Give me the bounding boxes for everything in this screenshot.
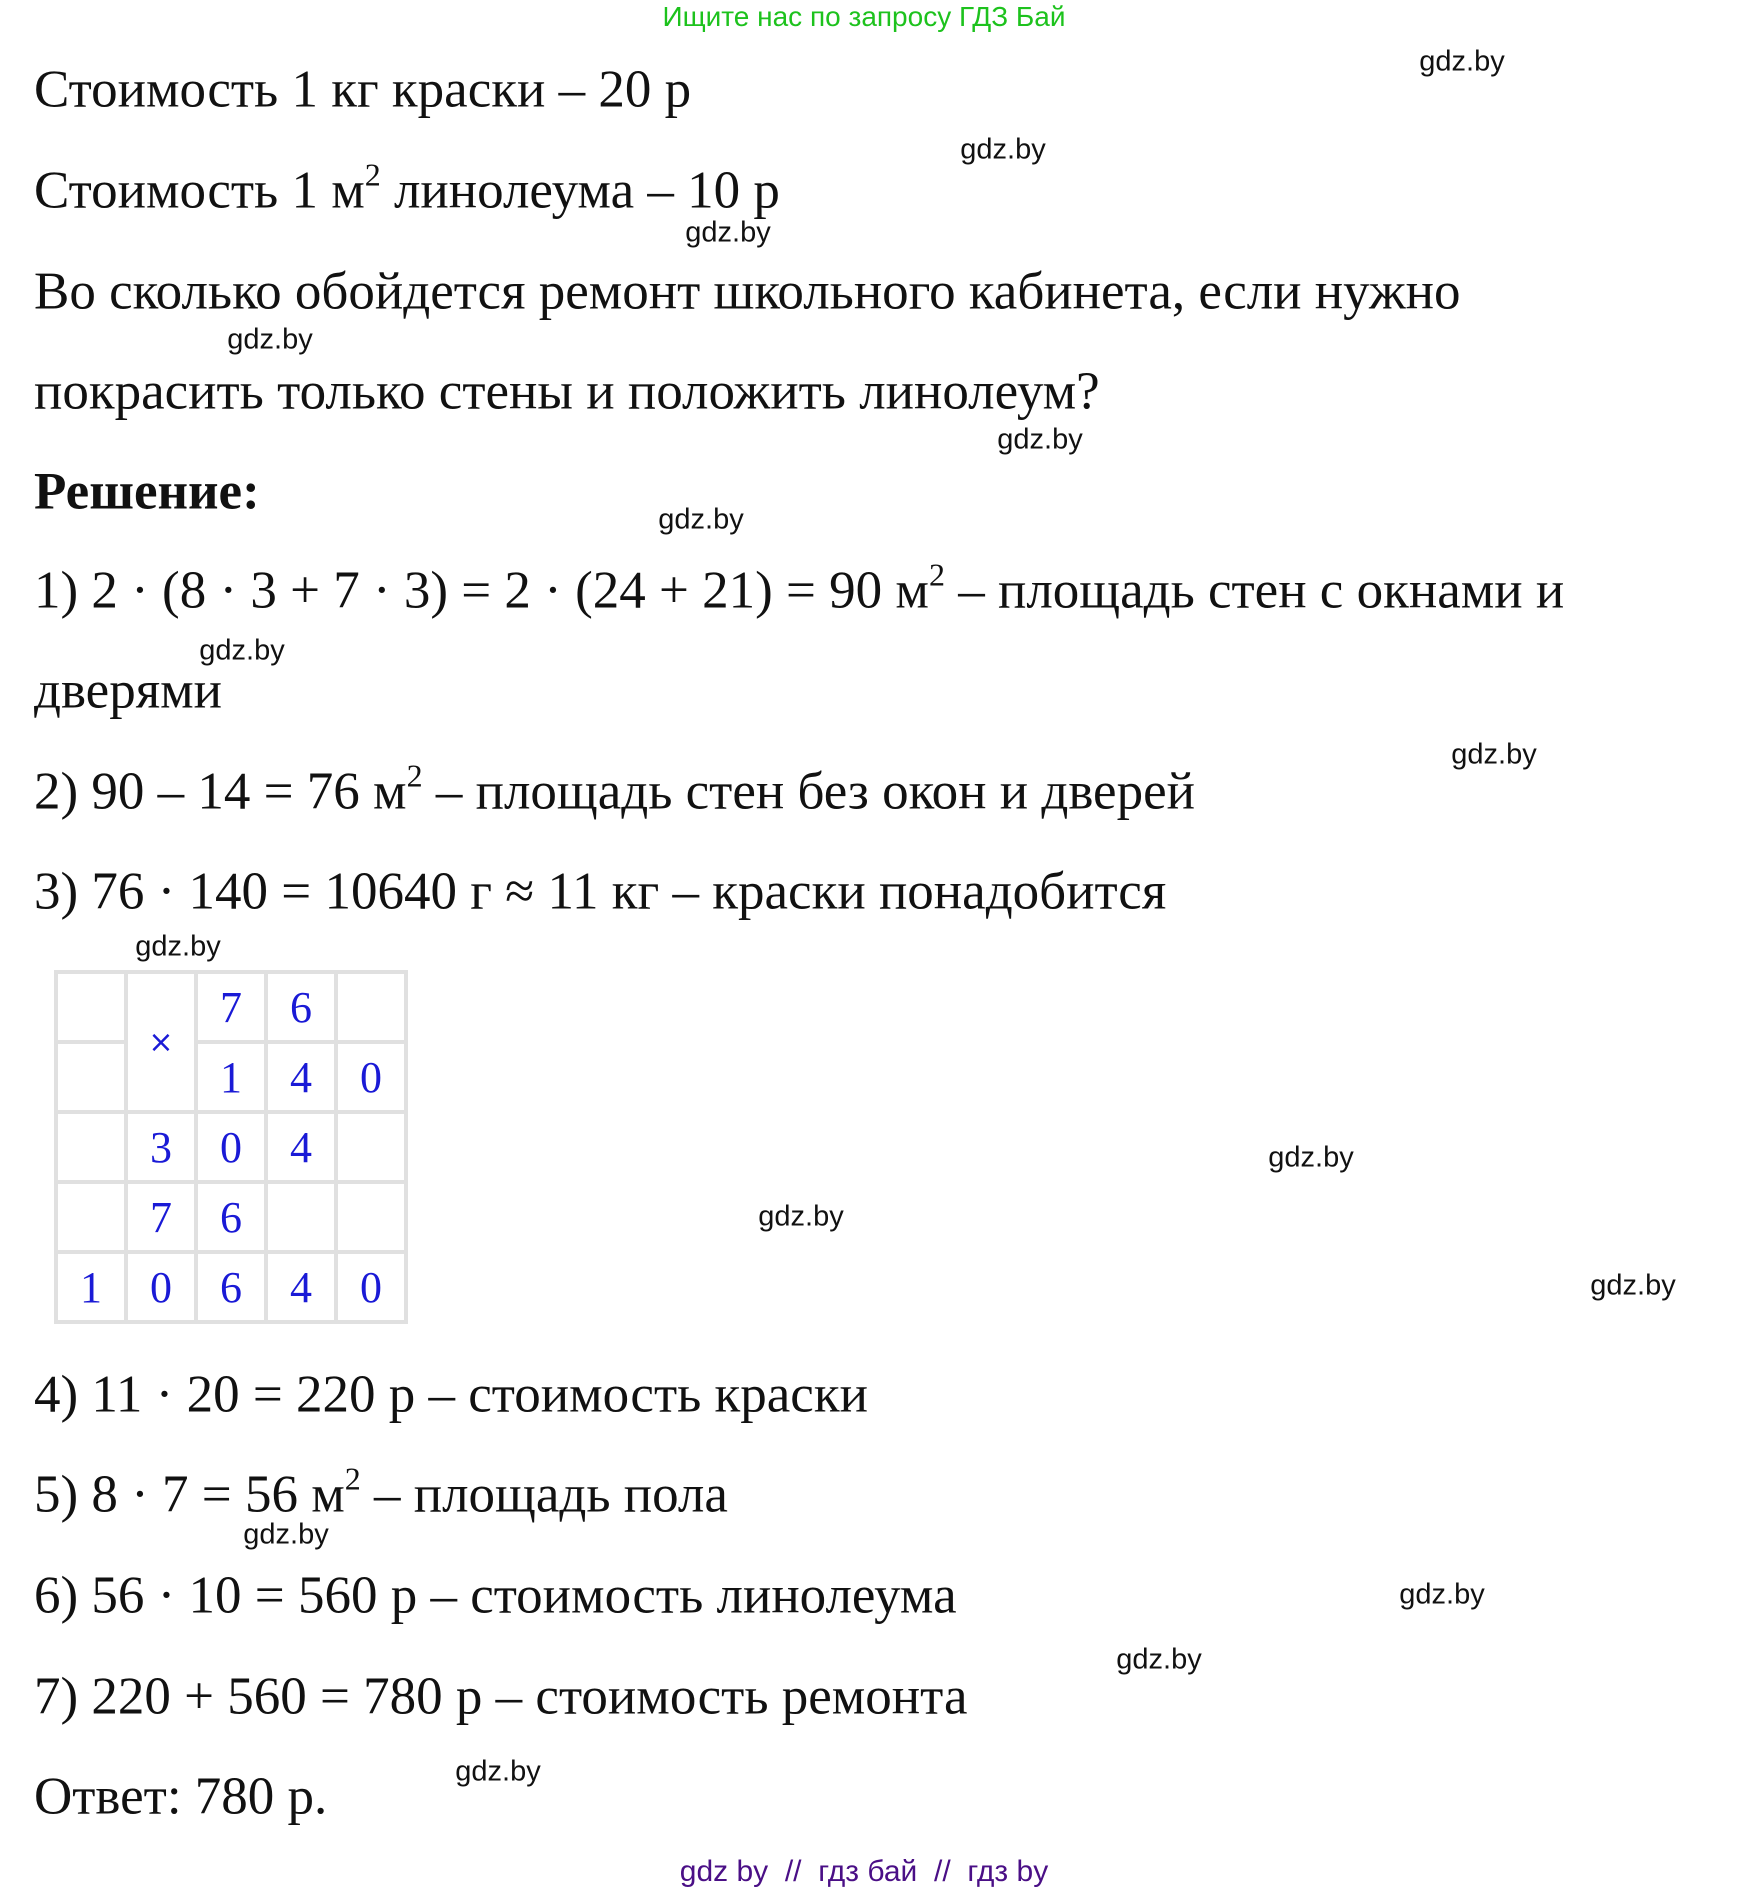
step-3: 3) 76 · 140 = 10640 г ≈ 11 кг – краски понадобится xyxy=(34,862,1167,921)
superscript: 2 xyxy=(344,1460,361,1497)
superscript: 2 xyxy=(364,156,381,193)
question-line-2: покрасить только стены и положить линолеум? xyxy=(34,362,1100,421)
cell xyxy=(56,1042,126,1112)
cell: 0 xyxy=(196,1112,266,1182)
watermark: gdz.by xyxy=(1116,1643,1202,1676)
cell xyxy=(56,1112,126,1182)
column-multiplication xyxy=(54,970,408,1324)
step-6: 6) 56 · 10 = 560 р – стоимость линолеума xyxy=(34,1566,957,1625)
text: 2) 90 – 14 = 76 м xyxy=(34,762,407,821)
cell: 7 xyxy=(196,972,266,1042)
watermark: gdz.by xyxy=(455,1755,541,1788)
cell xyxy=(336,972,406,1042)
watermark: gdz.by xyxy=(1451,738,1537,771)
watermark: gdz.by xyxy=(135,930,221,963)
question-line-1: Во сколько обойдется ремонт школьного кабинета, если нужно xyxy=(34,262,1461,321)
solution-title: Решение: xyxy=(34,462,260,521)
watermark: gdz.by xyxy=(758,1200,844,1233)
cell xyxy=(336,1182,406,1252)
text: – площадь стен без окон и дверей xyxy=(422,762,1195,821)
step-1 xyxy=(34,556,1565,620)
step-5 xyxy=(34,1460,728,1524)
cell: 6 xyxy=(196,1182,266,1252)
watermark: gdz.by xyxy=(658,503,744,536)
step-7: 7) 220 + 560 = 780 р – стоимость ремонта xyxy=(34,1667,968,1726)
cell xyxy=(336,1112,406,1182)
step-1-continued: дверями xyxy=(34,661,222,720)
cell: 1 xyxy=(56,1252,126,1322)
header-banner: Ищите нас по запросу ГДЗ Бай xyxy=(662,1,1066,32)
footer-links: gdz by // гдз бай // гдз by xyxy=(679,1855,1049,1888)
watermark: gdz.by xyxy=(243,1518,329,1551)
watermark: gdz.by xyxy=(960,133,1046,166)
watermark: gdz.by xyxy=(685,216,771,249)
text: – площадь стен с окнами и xyxy=(944,561,1565,620)
cell: 3 xyxy=(126,1112,196,1182)
cell: 0 xyxy=(336,1042,406,1112)
cell: 4 xyxy=(266,1252,336,1322)
step-2 xyxy=(34,757,1195,821)
cell xyxy=(56,1182,126,1252)
cell: 4 xyxy=(266,1112,336,1182)
watermark: gdz.by xyxy=(227,323,313,356)
step-4: 4) 11 · 20 = 220 р – стоимость краски xyxy=(34,1365,868,1424)
text: 1) 2 · (8 · 3 + 7 · 3) = 2 · (24 + 21) = 90 м xyxy=(34,561,929,620)
text: Стоимость 1 м xyxy=(34,161,365,220)
paint-cost-line: Стоимость 1 кг краски – 20 р xyxy=(34,60,692,119)
cell: 7 xyxy=(126,1182,196,1252)
cell: 1 xyxy=(196,1042,266,1112)
cell: 6 xyxy=(266,972,336,1042)
cell xyxy=(266,1182,336,1252)
watermark: gdz.by xyxy=(1268,1141,1354,1174)
watermark: gdz.by xyxy=(1419,45,1505,78)
cell: 6 xyxy=(196,1252,266,1322)
cell: 0 xyxy=(336,1252,406,1322)
cell: 0 xyxy=(126,1252,196,1322)
watermark: gdz.by xyxy=(199,634,285,667)
superscript: 2 xyxy=(928,556,945,593)
text: линолеума – 10 р xyxy=(380,161,780,220)
text: – площадь пола xyxy=(360,1465,728,1524)
watermark: gdz.by xyxy=(1399,1578,1485,1611)
cell: 4 xyxy=(266,1042,336,1112)
superscript: 2 xyxy=(406,757,423,794)
watermark: gdz.by xyxy=(1590,1269,1676,1302)
text: 5) 8 · 7 = 56 м xyxy=(34,1465,345,1524)
answer: Ответ: 780 р. xyxy=(34,1767,328,1826)
watermark: gdz.by xyxy=(997,423,1083,456)
multiply-sign: × xyxy=(126,972,196,1112)
cell xyxy=(56,972,126,1042)
linoleum-cost-line xyxy=(34,156,780,220)
